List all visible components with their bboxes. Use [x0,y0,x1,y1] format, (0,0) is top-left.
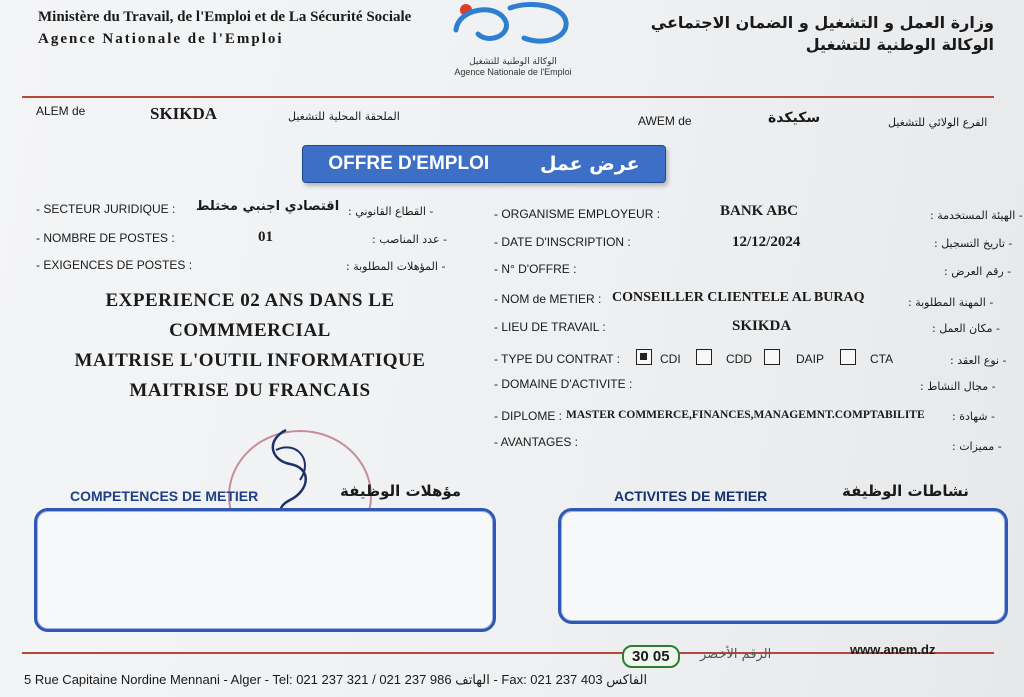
date-label-ar: - تاريخ التسجيل : [934,237,1013,250]
ministry-name-ar: وزارة العمل و التشغيل و الضمان الاجتماعي [650,13,994,32]
activites-panel[interactable] [558,508,1008,624]
alem-value: SKIKDA [150,104,218,123]
metier-label-ar: - المهنة المطلوبة : [908,296,994,309]
daip-checkbox[interactable] [764,349,780,365]
website-link[interactable]: www.anem.dz [850,642,936,657]
offre-label-ar: - رقم العرض : [944,265,1012,278]
lieu-label-ar: - مكان العمل : [932,322,1000,335]
green-number-badge [622,645,680,668]
contrat-label: - TYPE DU CONTRAT : [494,352,621,366]
secteur-label-ar: - القطاع القانوني : [348,205,434,218]
exigences-label-ar: - المؤهلات المطلوبة : [346,260,446,273]
anem-logo [448,0,578,86]
offer-title-ar: عرض عمل [539,153,640,175]
date-value: 12/12/2024 [732,234,801,250]
secteur-label: - SECTEUR JURIDIQUE : [36,202,176,216]
awem-label-ar: الفرع الولائي للتشغيل [888,116,988,129]
diplome-label-ar: - شهادة : [952,410,995,423]
ministry-header-fr [38,6,411,50]
requirement-line: EXPERIENCE 02 ANS DANS LE [105,290,395,311]
address-fr: 5 Rue Capitaine Nordine Mennani - Alger - Tel: 021 237 321 / 021 237 986 الهاتف - Fax: 021 237 403 الفاكس [24,672,648,687]
diplome-value: MASTER COMMERCE,FINANCES,MANAGEMNT.COMPTABILITE [566,409,925,421]
competences-title: COMPETENCES DE METIER [70,488,259,504]
lieu-label: - LIEU DE TRAVAIL : [494,320,606,334]
cdi-label: CDI [660,352,681,366]
offre-label: - N° D'OFFRE : [494,262,577,276]
date-label: - DATE D'INSCRIPTION : [494,235,631,249]
diplome-label: - DIPLOME : [494,409,563,423]
activites-title: ACTIVITES DE METIER [614,488,768,504]
domaine-label-ar: - مجال النشاط : [920,380,996,393]
cdd-checkbox[interactable] [696,349,712,365]
cdd-label: CDD [726,352,752,366]
offer-title-banner [302,145,666,183]
anem-logo-mark [448,0,578,52]
ministry-name-fr: Ministère du Travail, de l'Emploi et de La Sécurité Sociale [38,9,412,25]
logo-text-ar: الوكالة الوطنية للتشغيل [469,57,557,67]
metier-value: CONSEILLER CLIENTELE AL BURAQ [612,290,865,305]
awem-value: سكيكدة [768,110,821,126]
postes-label: - NOMBRE DE POSTES : [36,231,175,245]
alem-label: ALEM de [36,104,86,118]
requirement-line: MAITRISE DU FRANCAIS [129,380,371,401]
header-divider [22,96,994,98]
activites-title-ar: نشاطات الوظيفة [842,482,969,500]
daip-label: DAIP [796,352,825,366]
contrat-label-ar: - نوع العقد : [950,354,1007,367]
organisme-label: - ORGANISME EMPLOYEUR : [494,207,661,221]
ministry-header-ar [651,12,994,56]
postes-value: 01 [258,229,273,245]
logo-text-fr: Agence Nationale de l'Emploi [454,67,572,77]
offer-title-fr: OFFRE D'EMPLOI [328,153,490,174]
avantages-label-ar: - مميزات : [952,440,1002,453]
metier-label: - NOM de METIER : [494,292,602,306]
green-number: 30 05 [632,648,670,665]
requirement-line: COMMMERCIAL [169,320,331,341]
postes-label-ar: - عدد المناصب : [372,233,447,246]
competences-panel[interactable] [34,508,496,632]
agency-name-fr: Agence Nationale de l'Emploi [38,31,284,47]
agency-name-ar: الوكالة الوطنية للتشغيل [805,35,994,54]
competences-title-ar: مؤهلات الوظيفة [340,482,462,500]
cta-checkbox[interactable] [840,349,856,365]
organisme-label-ar: - الهيئة المستخدمة : [930,209,1023,222]
awem-label: AWEM de [638,114,692,128]
requirement-line: MAITRISE L'OUTIL INFORMATIQUE [74,350,426,371]
organisme-value: BANK ABC [720,203,798,219]
exigences-label: - EXIGENCES DE POSTES : [36,258,193,272]
requirements-text [40,286,460,406]
alem-label-ar: الملحقة المحلية للتشغيل [288,110,400,123]
avantages-label: - AVANTAGES : [494,435,579,449]
secteur-value: اقتصادي اجنبي مختلط [196,199,340,214]
lieu-value: SKIKDA [732,318,792,334]
cta-label: CTA [870,352,894,366]
green-number-label: الرقم الأخضر [700,647,772,662]
domaine-label: - DOMAINE D'ACTIVITE : [494,377,633,391]
footer-divider [22,652,994,654]
cdi-checkbox[interactable] [636,349,652,365]
